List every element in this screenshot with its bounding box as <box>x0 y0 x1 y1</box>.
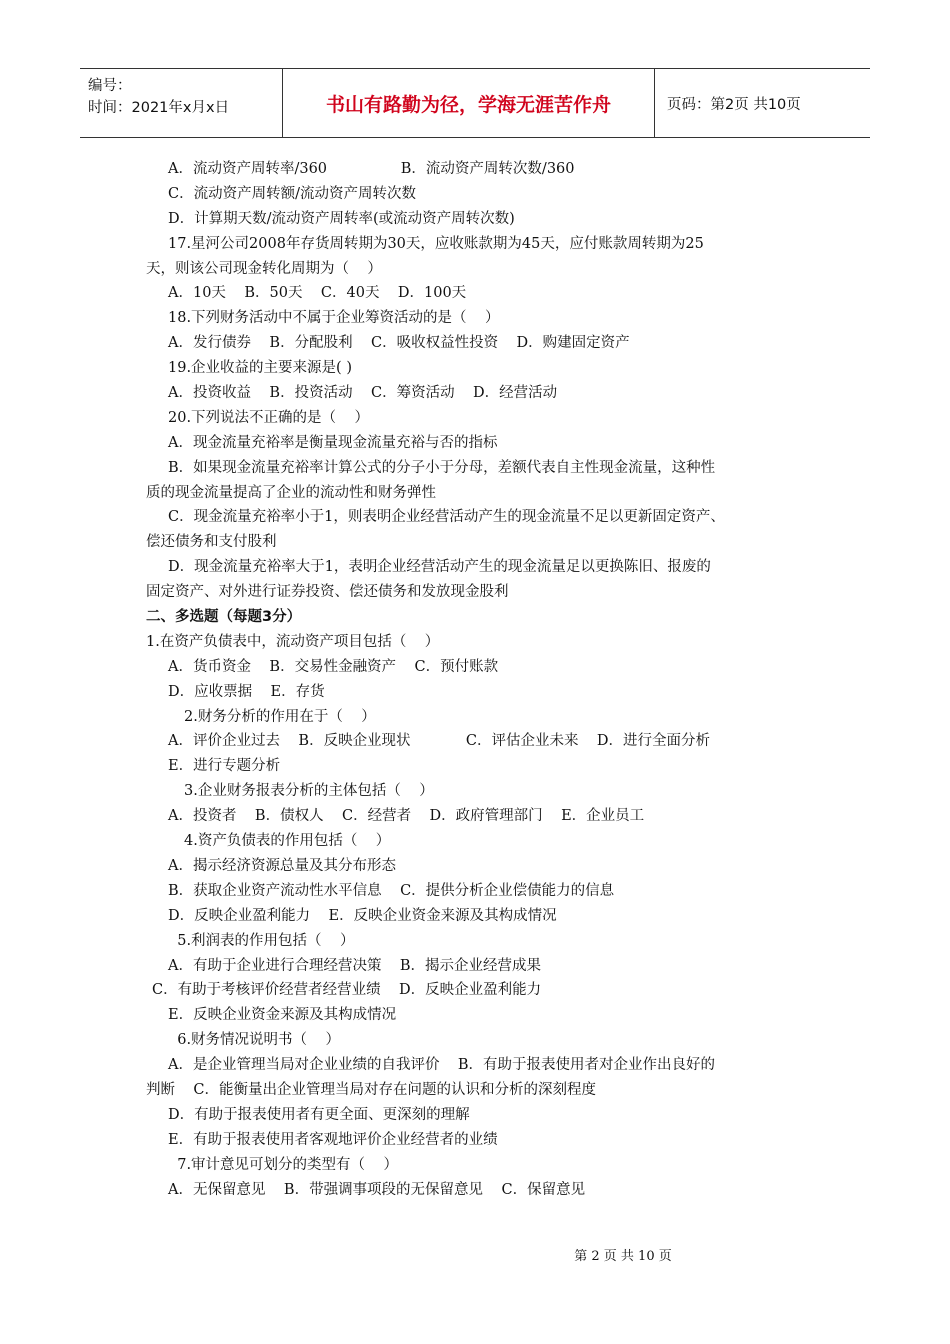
text-line: 5.利润表的作用包括（ ） <box>168 932 355 949</box>
text-line: A．有助于企业进行合理经营决策 B．揭示企业经营成果 <box>168 957 542 974</box>
header-motto: 书山有路勤为径，学海无涯苦作舟 <box>283 69 655 137</box>
text-line: A．流动资产周转率/360 B．流动资产周转次数/360 <box>168 161 575 177</box>
text-line: A．发行债券 B．分配股利 C．吸收权益性投资 D．购建固定资产 <box>168 335 630 352</box>
text-line: E．有助于报表使用者客观地评价企业经营者的业绩 <box>168 1131 498 1148</box>
text-line: D．有助于报表使用者有更全面、更深刻的理解 <box>168 1106 470 1123</box>
text-line: 2.财务分析的作用在于（ ） <box>184 708 376 725</box>
text-line: D．现金流量充裕率大于1，表明企业经营活动产生的现金流量足以更换陈旧、报废的 <box>168 559 711 576</box>
page-footer <box>0 1245 950 1264</box>
text-line: 4.资产负债表的作用包括（ ） <box>184 833 391 850</box>
text-line: 固定资产、对外进行证券投资、偿还债务和发放现金股利 <box>146 584 509 601</box>
text-line: 7.审计意见可划分的类型有（ ） <box>168 1156 398 1173</box>
text-line: 19.企业收益的主要来源是( ) <box>168 360 352 377</box>
text-line: 6.财务情况说明书（ ） <box>168 1032 340 1049</box>
text-line: 天，则该公司现金转化周期为（ ） <box>146 260 382 277</box>
text-line: D．计算期天数/流动资产周转率(或流动资产周转次数) <box>168 210 515 227</box>
text-line: B．获取企业资产流动性水平信息 C．提供分析企业偿债能力的信息 <box>168 882 615 899</box>
text-line: 质的现金流量提高了企业的流动性和财务弹性 <box>146 484 436 501</box>
text-line: 1.在资产负债表中，流动资产项目包括（ ） <box>146 633 440 650</box>
text-line: 17.星河公司2008年存货周转期为30天，应收账款期为45天，应付账款周转期为25 <box>168 235 704 252</box>
header-meta <box>80 69 283 137</box>
text-line: A．货币资金 B．交易性金融资产 C．预付账款 <box>168 658 499 675</box>
text-line: D．应收票据 E．存货 <box>168 683 325 700</box>
text-line: 18.下列财务活动中不属于企业筹资活动的是（ ） <box>168 310 500 327</box>
text-line: E．进行专题分析 <box>168 758 281 775</box>
text-line: C．有助于考核评价经营者经营业绩 D．反映企业盈利能力 <box>152 982 542 999</box>
number-label: 编号： <box>88 78 132 94</box>
document-body <box>146 157 806 1202</box>
text-line: A．10天 B．50天 C．40天 D．100天 <box>168 285 467 302</box>
header-page-info: 页码：第2页 共10页 <box>667 96 801 113</box>
text-line: A．投资者 B．债权人 C．经营者 D．政府管理部门 E．企业员工 <box>168 808 645 825</box>
text-line: C．流动资产周转额/流动资产周转次数 <box>168 185 416 202</box>
text-line: D．反映企业盈利能力 E．反映企业资金来源及其构成情况 <box>168 907 557 924</box>
text-line: A．评价企业过去 B．反映企业现状 C．评估企业未来 D．进行全面分析 <box>168 733 711 750</box>
page-header <box>80 68 870 138</box>
text-line: 判断 C．能衡量出企业管理当局对存在问题的认识和分析的深刻程度 <box>146 1081 597 1098</box>
text-line: A．无保留意见 B．带强调事项段的无保留意见 C．保留意见 <box>168 1181 586 1198</box>
time-label: 时间：2021年x月x日 <box>88 100 230 116</box>
text-line: 二、多选题（每题3分） <box>146 609 302 626</box>
text-line: 3.企业财务报表分析的主体包括（ ） <box>184 783 434 800</box>
text-line: A．揭示经济资源总量及其分布形态 <box>168 857 396 874</box>
text-line: C．现金流量充裕率小于1，则表明企业经营活动产生的现金流量不足以更新固定资产、 <box>168 509 725 526</box>
text-line: B．如果现金流量充裕率计算公式的分子小于分母，差额代表自主性现金流量，这种性 <box>168 459 716 476</box>
text-line: 20.下列说法不正确的是（ ） <box>168 409 369 426</box>
text-line: 偿还债务和支付股利 <box>146 534 277 551</box>
text-line: A．现金流量充裕率是衡量现金流量充裕与否的指标 <box>168 434 498 451</box>
text-line: A．是企业管理当局对企业业绩的自我评价 B．有助于报表使用者对企业作出良好的 <box>168 1057 716 1074</box>
text-line: A．投资收益 B．投资活动 C．筹资活动 D．经营活动 <box>168 385 558 402</box>
text-line: E．反映企业资金来源及其构成情况 <box>168 1007 397 1024</box>
footer-page-number: 第 2 页 共 10 页 <box>574 1249 672 1264</box>
